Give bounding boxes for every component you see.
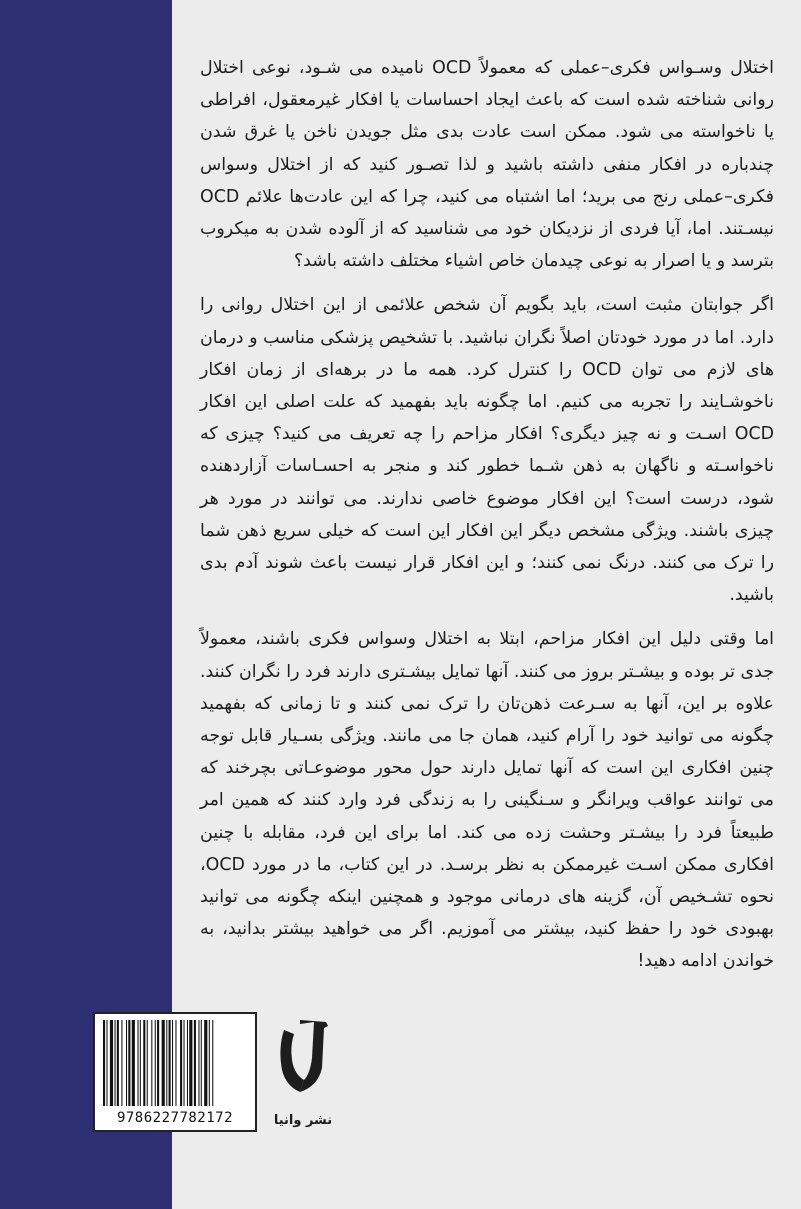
publisher-logo [270, 1018, 336, 1128]
publisher-name: نشر وانیا [273, 1113, 333, 1128]
blurb-paragraph-1: اختلال وسـواس فکری–عملی که معمولاً OCD نامیده می شـود، نوعی اختلال روانی شناخته شده است که باعث ایجاد احساسات یا افکار غیرمعقول، افراطی یا ناخواسته می شود. ممکن است عادت بدی مثل جویدن ناخن یا غرق شدن چندباره در افکار منفی داشته باشید و لذا تصـور کنید که از اختلال وسواس فکری–عملی رنج می برید؛ اما اشتباه می کنید، چرا که این عادت‌ها علائم OCD نیسـتند. اما، آیا فردی از نزدیکان خود می شناسید که از آلوده شدن به میکروب بترسد و یا اصرار به نوعی چیدمان خاص اشیاء مختلف داشته باشد؟ [200, 58, 774, 272]
isbn-number: 9786227782172 [116, 1110, 234, 1126]
isbn-barcode [93, 1012, 257, 1132]
blurb-text [200, 52, 774, 990]
blurb-paragraph-2: اگر جوابتان مثبت است، باید بگویم آن شخص علائمی از این اختلال روانی را دارد. اما در مورد خودتان اصلاً نگران نباشید. با تشخیص پزشکی مناسب و درمان های لازم می توان OCD را کنترل کرد. همه ما در برهه‌ای از زمان افکار ناخوشـایند را تجربه می کنیم. اما چگونه باید بفهمید که علت اصلی این افکار OCD اسـت و نه چیز دیگری؟ افکار مزاحم را چه تعریف می کنید؟ چیزی که ناخواسـته و ناگهان به ذهن شـما خطور کند و منجر به احسـاسات آزاردهنده شود، درست است؟ این افکار موضوع خاصی ندارند. می توانند در مورد هر چیزی باشند. ویژگی مشخص دیگر این افکار این است که خیلی سریع ذهن شما را ترک می کنند. درنگ نمی کنند؛ و این افکار قرار نیست باعث شوند آدم بدی باشید. [200, 295, 774, 606]
publisher-logo-icon [270, 1018, 336, 1102]
barcode-bars [101, 1020, 249, 1106]
blurb-paragraph-3: اما وقتی دلیل این افکار مزاحم، ابتلا به اختلال وسواس فکری باشند، معمولاً جدی تر بوده و بیشـتر بروز می کنند. آنها تمایل بیشـتری دارند فرد را نگران کنند. علاوه بر این، آنها به سـرعت ذهن‌تان را ترک نمی کنند و تا زمانی که بفهمید چگونه می توانید خود را آرام کنید، همان جا می مانند. ویژگی بسـیار قابل توجه چنین افکاری این است که آنها تمایل دارند حول محور موضوعـاتی بچرخند که می توانند عواقب ویرانگر و سـنگینی را به زندگی فرد وارد کنند که همین امر طبیعتاً فرد را بیشـتر وحشت زده می کند. اما برای این فرد، مقابله با چنین افکاری ممکن اسـت غیرممکن به نظر برسـد. در این کتاب، ما در مورد OCD، نحوه تشـخیص آن، گزینه های درمانی موجود و همچنین اینکه چگونه می توانید بهبودی خود را حفظ کنید، بیشتر می آموزیم. اگر می خواهید بیشتر بدانید، به خواندن ادامه دهید! [200, 629, 774, 972]
